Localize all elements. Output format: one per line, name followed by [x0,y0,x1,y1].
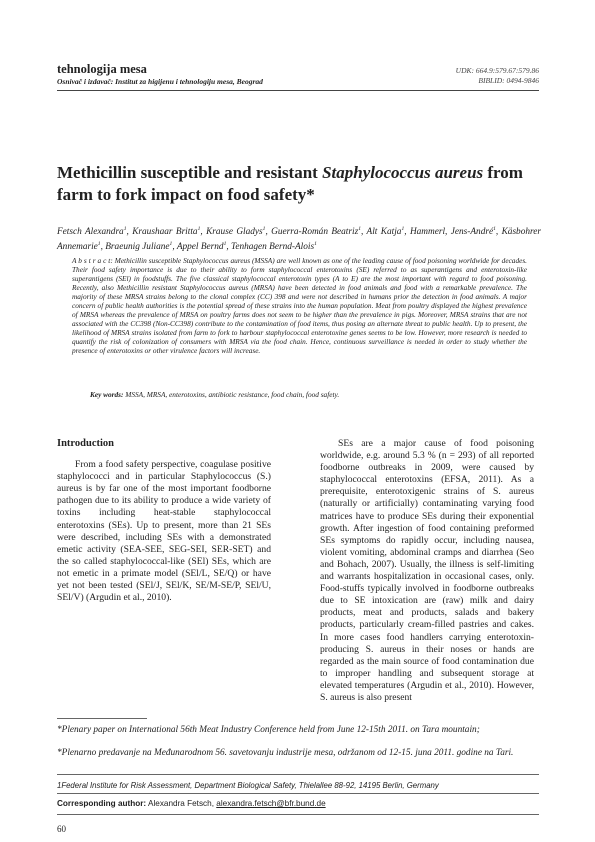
udk-code: UDK: 664.9:579.67:579.86 [455,66,539,75]
biblid-code: BIBLID: 0494-9846 [478,76,539,85]
intro-paragraph-1: From a food safety perspective, coagulase positive staphylococci and in particular Staphylococcus (S.) aureus is by far one of the most important foodborne pathogen due to its ability to produce a wide variety of toxins including heat-stable staphylococcal enterotoxins (SEs). Up to present, more than 21 SEs were described, including SEs with a demonstrated emetic activity (SEA-SEE, SEG-SEI, SER-SET) and the so called staphylococcal-like (SEl) SEs, which are not emetic in a primate model (SEl/L, SE/Q) or have yet not been tested (SEl/J, SEl/K, SE/M-SE/P, SEl/U, SEl/V) (Argudin et al., 2010). [57,459,271,604]
section-heading: Introduction [57,438,114,449]
footnote-en: *Plenary paper on International 56th Meat Industry Conference held from June 12-15th 2011. on Tara mountain; [57,725,480,735]
abstract-label: A b s t r a c t: [72,256,113,265]
author-name: Hammerl, Jens-André [409,227,494,238]
author-name: Braeunig Juliane [105,241,170,252]
author-list: Fetsch Alexandra$^1$, Kraushaar Britta$^1$, Krause Gladys$^1$, Guerra-Román Beatriz$^1$, Alt Katja$^1$, Hammerl, Jens-André$^1$, Käsbohrer Annemarie$^1$, Braeunig Juliane$^1$, Appel Bernd$^1$, Tenhagen Bernd-Alois$^1$ [57,226,542,252]
abstract [72,256,527,355]
page-number: 60 [57,824,66,834]
left-column [57,438,271,604]
abstract-text: Methicillin susceptible Staphylococcus aureus (MSSA) are well known as one of the leading cause of food poisoning worldwide for decades. Their food safety importance is due to their ability to form staphylococcal enterotoxins (SE) referred to as superantigens and enterotoxin-like superantigens (SEl) in foodstuffs. The five classical staphylococcal enterotoxin types (A to E) are the most important with regard to food poisoning. Recently, also Methicillin resistant Staphylococcus aureus (MRSA) have been detected in food animals and food with a remarkable prevalence. The majority of these MRSA strains belong to the clonal complex (CC) 398 and were not described in humans prior the detection in food animals. A major concern of public health authorities is the potential spread of these strains into the human population. Meat from poultry displayed the highest prevalence of MRSA whereas the prevalence of MRSA on poultry farms does not seem to be higher than the prevalence in pigs. Moreover, MRSA strains that are not associated with the CC398 (Non-CC398) contribute to the contamination of food items, thus posing an alternate threat to public health. Up to present, the likelihood of MRSA strains isolated from farm to fork to harbour staphylococcal enterotoxine genes seems to be low. However, more research is needed to quantify the risk of colonization of consumers with MRSA via the food chain. Hence, continuous surveillance is needed in order to study whether the presence of enterotoxins or other virulence factors will increase. [72,256,528,355]
corr-rule [57,793,539,794]
keywords [90,390,530,399]
right-column [320,438,534,704]
author-name: Guerra-Román Beatriz [271,227,359,238]
author-name: Kraushaar Britta [132,227,198,238]
corr-label: Corresponding author: [57,799,147,808]
author-name: Krause Gladys [206,227,263,238]
bottom-rule [57,814,539,815]
footnote-rule [57,718,147,719]
publisher-line: Osnivač i izdavač: Institut za higijenu i tehnologiju mesa, Beograd [57,77,263,86]
journal-name: tehnologija mesa [57,62,147,76]
corresponding-author [57,799,326,808]
article-title: Methicillin susceptible and resistant Staphylococcus aureus from farm to fork impact on food safety* [57,163,523,204]
affiliation: 1Federal Institute for Risk Assessment, Department Biological Safety, Thielallee 88-92, 14195 Berlin, Germany [57,781,439,790]
author-name: Alt Katja [366,227,402,238]
affiliation-rule [57,774,539,775]
author-name: Tenhagen Bernd-Alois [231,241,315,252]
footnote-sr: *Plenarno predavanje na Međunarodnom 56. savetovanju industrije mesa, održanom od 12-15. juna 2011. godine na Tari. [57,748,514,758]
intro-paragraph-2: SEs are a major cause of food poisoning worldwide, e.g. around 5.3 % (n = 293) of all reported foodborne outbreaks in 2009, were caused by staphylococcal enterotoxins (EFSA, 2011). As a prerequisite, enterotoxigenic strains of S. aureus (naturally or artificially) contaminating varying food matrices have to produce SEs during their exponential growth. After ingestion of food containing preformed SEs symptoms do rapidly occur, including nausea, violent vomiting, abdominal cramps and diarrhea (Seo and Bohach, 2007). Usually, the illness is self-limiting and warrants hospitalization in occasional cases, only. Food-stuffs typically involved in foodborne outbreaks due to SE intoxication are (raw) milk and dairy products, meat and products, salads and bakery products, particularly cream-filled pastries and cakes. In more cases food handlers carrying enterotoxin-producing S. aureus in their noses or hands are regarded as the main source of food contamination due to improper handling and subsequent storage at elevated temperatures (Argudin et al., 2010). However, S. aureus is also present [320,438,534,703]
header-rule [57,90,539,91]
keywords-text: MSSA, MRSA, enterotoxins, antibiotic resistance, food chain, food safety. [125,390,340,399]
author-name: Appel Bernd [176,241,224,252]
author-name: Käsbohrer Annemarie [57,227,542,252]
corr-name: Alexandra Fetsch, [147,799,214,808]
keywords-label: Key words: [90,390,124,399]
corr-email-link[interactable]: alexandra.fetsch@bfr.bund.de [216,799,326,808]
author-name: Fetsch Alexandra [57,227,124,238]
